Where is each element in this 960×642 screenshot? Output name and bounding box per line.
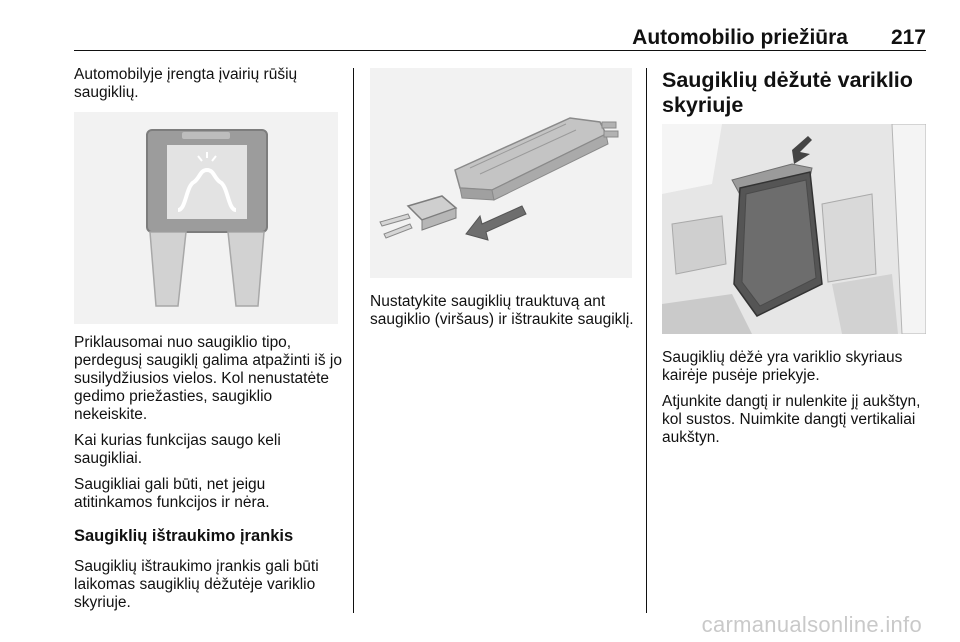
column-3-heading	[662, 68, 926, 118]
fuse-extractor-drawing	[370, 68, 632, 278]
column-3-body	[662, 349, 932, 455]
fusebox-cover-paragraph: Atjunkite dangtį ir nulenkite jį aukštyn, kol sustos. Nuimkite dangtį vertikaliai aukštyn.	[662, 393, 921, 446]
page-number: 217	[890, 26, 926, 49]
mini-fuse-drawing	[74, 112, 338, 324]
fusebox-location-paragraph: Saugiklių dėžė yra variklio skyriaus kairėje pusėje priekyje.	[662, 349, 903, 384]
page-title: Automobilio priežiūra	[632, 26, 848, 49]
multiple-fuses-paragraph: Kai kurias funkcijas saugo keli saugikliai.	[74, 432, 281, 467]
engine-fusebox-illustration	[662, 124, 926, 334]
fuse-presence-paragraph: Saugikliai gali būti, net jeigu atitinkamos funkcijos ir nėra.	[74, 476, 270, 511]
column-1-body	[74, 334, 346, 620]
page-header	[74, 26, 926, 51]
column-divider-right	[646, 68, 647, 613]
intro-paragraph: Automobilyje įrengta įvairių rūšių saugiklių.	[74, 66, 298, 101]
column-divider-left	[353, 68, 354, 613]
engine-fusebox-heading: Saugiklių dėžutė variklio skyriuje	[662, 68, 913, 117]
fuse-illustration	[74, 112, 338, 324]
fuse-identification-paragraph: Priklausomai nuo saugiklio tipo, perdegusį saugiklį galima atpažinti iš jo susilydžiusios vielos. Kol nenustatėte gedimo priežasties, saugiklio nekeiskite.	[74, 334, 342, 423]
fuse-extractor-paragraph: Saugiklių ištraukimo įrankis gali būti laikomas saugiklių dėžutėje variklio skyriuje.	[74, 558, 319, 611]
fuse-extractor-heading: Saugiklių ištraukimo įrankis	[74, 527, 294, 545]
extractor-caption: Nustatykite saugiklių trauktuvą ant saugiklio (viršaus) ir ištraukite saugiklį.	[370, 293, 634, 328]
fusebox-drawing	[662, 124, 926, 334]
site-watermark: carmanualsonline.info	[701, 612, 922, 637]
column-1-intro	[74, 66, 346, 110]
column-2-body	[370, 293, 640, 337]
fuse-extractor-illustration	[370, 68, 632, 278]
